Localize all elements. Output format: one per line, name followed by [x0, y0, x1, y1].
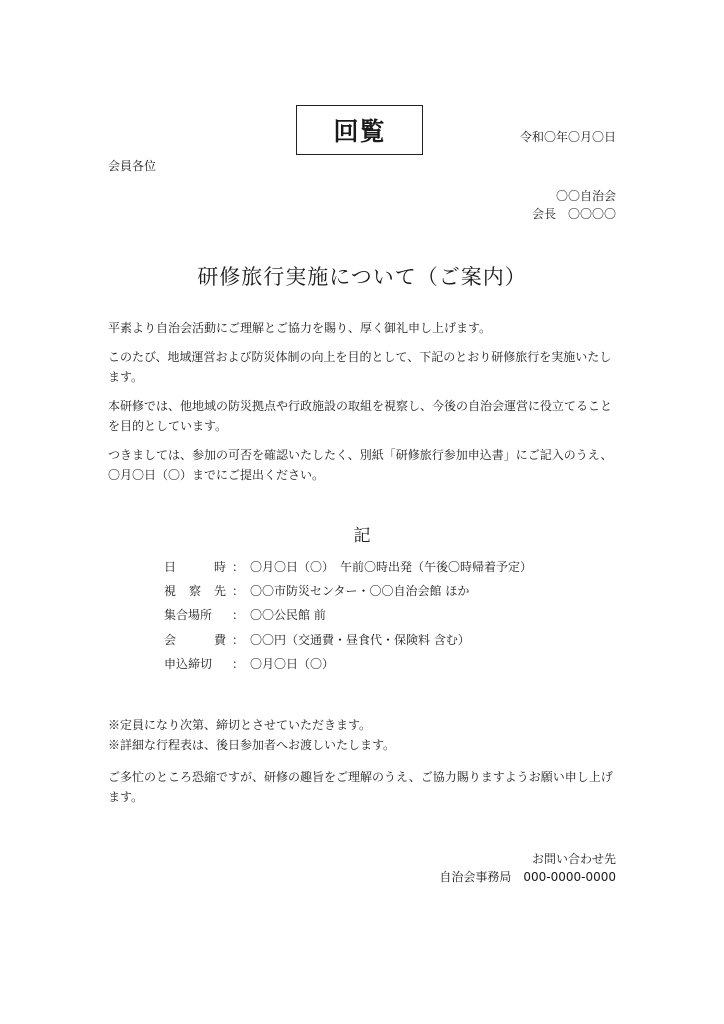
- document-title: 研修旅行実施について（ご案内）: [197, 265, 527, 289]
- detail-label: 日 時: [164, 559, 226, 574]
- contact-info: [439, 868, 616, 885]
- detail-label: 視 察 先: [164, 584, 226, 599]
- detail-row-datetime: [164, 554, 532, 578]
- issue-date: 令和〇年〇月〇日: [519, 130, 616, 144]
- sender-name: 〇〇〇〇: [567, 207, 616, 221]
- note-capacity: ※定員になり次第、締切とさせていただきます。: [108, 718, 372, 732]
- detail-colon: ：: [231, 632, 244, 647]
- detail-value: 〇〇公民館 前: [250, 608, 326, 623]
- contact-phone: 000-0000-0000: [523, 870, 616, 884]
- circulation-stamp: 回覧: [296, 105, 423, 155]
- detail-value: 〇月〇日（〇）: [250, 657, 335, 672]
- recipient: 会員各位: [108, 159, 157, 173]
- detail-label: 集合場所: [164, 608, 213, 623]
- detail-row-destination: [164, 578, 532, 602]
- paragraph-greeting: 平素より自治会活動にご理解とご協力を賜り、厚く御礼申し上げます。: [108, 321, 492, 335]
- detail-colon: ：: [231, 559, 244, 574]
- detail-row-meeting-place: [164, 603, 532, 627]
- contact-office: 自治会事務局: [439, 870, 512, 884]
- note-itinerary: ※詳細な行程表は、後日参加者へお渡しいたします。: [108, 738, 396, 752]
- ki-heading: 記: [353, 526, 371, 546]
- detail-value: 〇〇円（交通費・昼食代・保険料 含む）: [250, 632, 470, 647]
- paragraph-request: つきましては、参加の可否を確認いたしたく、別紙「研修旅行参加申込書」にご記入のうえ、〇月〇日（〇）までにご提出ください。: [108, 448, 613, 482]
- detail-colon: ：: [231, 608, 244, 623]
- detail-colon: ：: [231, 584, 244, 599]
- contact-label: お問い合わせ先: [531, 852, 616, 866]
- closing-text: ご多忙のところ恐縮ですが、研修の趣旨をご理解のうえ、ご協力賜りますようお願い申し上げます。: [108, 770, 613, 804]
- sender-organization: 〇〇自治会: [555, 189, 616, 203]
- notes: [108, 715, 395, 755]
- paragraph-objective: 本研修では、他地域の防災拠点や行政施設の取組を視察し、今後の自治会運営に役立てることを目的としています。: [108, 399, 613, 433]
- detail-value: 〇〇市防災センター・〇〇自治会館 ほか: [250, 584, 470, 599]
- details-list: [164, 554, 532, 676]
- paragraph-purpose: このたび、地域運営および防災体制の向上を目的として、下記のとおり研修旅行を実施いたします。: [108, 350, 612, 384]
- detail-row-fee: [164, 627, 532, 651]
- sender-title: 会長: [531, 207, 556, 221]
- detail-value: 〇月〇日（〇） 午前〇時出発（午後〇時帰着予定）: [250, 559, 533, 574]
- body-text: [108, 318, 618, 494]
- sender: [532, 205, 616, 222]
- detail-label: 申込締切: [164, 657, 213, 672]
- detail-row-deadline: [164, 652, 532, 676]
- detail-label: 会 費: [164, 632, 226, 647]
- detail-colon: ：: [231, 657, 244, 672]
